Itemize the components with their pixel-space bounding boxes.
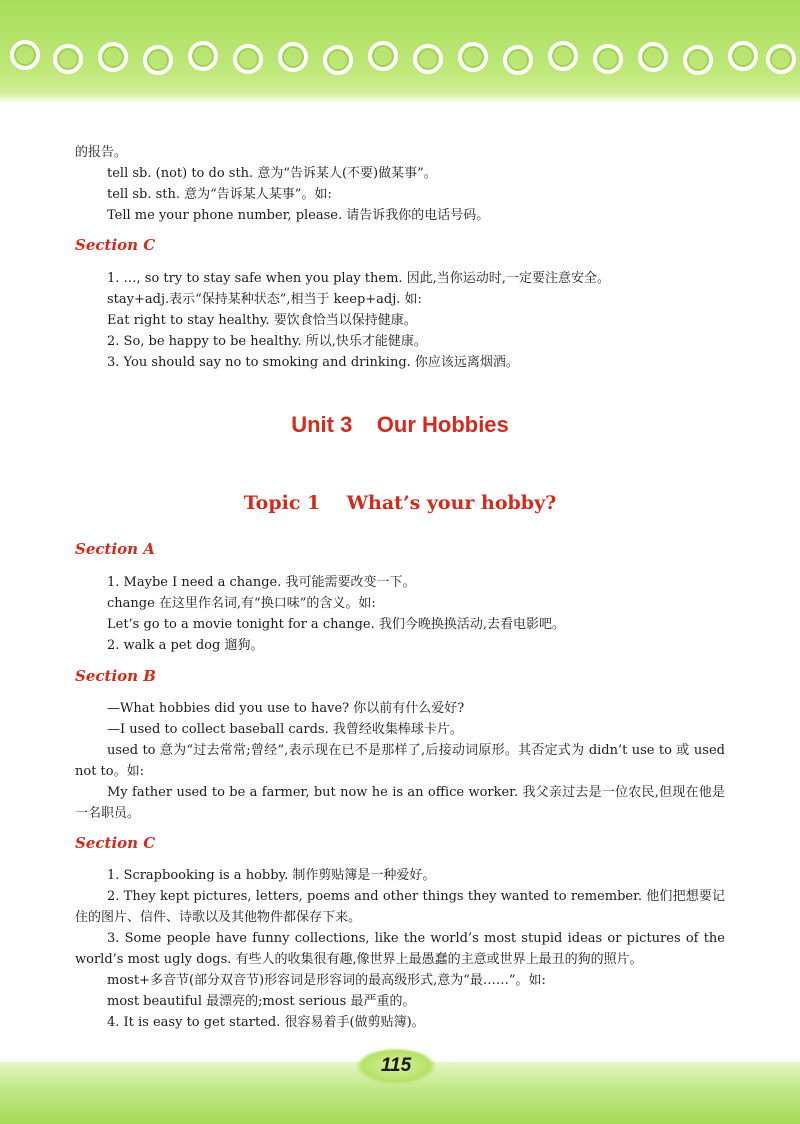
text-line: 4. It is easy to get started. 很容易着手(做剪贴簿)。 (107, 1015, 425, 1030)
text-line: tell sb. sth. 意为“告诉某人某事”。如: (107, 187, 332, 202)
text-line: Tell me your phone number, please. 请告诉我你的电话号码。 (107, 208, 490, 223)
ring-icon (143, 45, 173, 75)
ring-icon (593, 44, 623, 74)
text-line: most beautiful 最漂亮的;most serious 最严重的。 (107, 994, 416, 1009)
text-paragraph: 2. They kept pictures, letters, poems and other things they wanted to remember. 他们把想要记住的图片、信件、诗歌以及其他物件都保存下来。 (75, 889, 725, 925)
text-line: Eat right to stay healthy. 要饮食恰当以保持健康。 (107, 313, 417, 328)
text-line: stay+adj.表示“保持某种状态”,相当于 keep+adj. 如: (107, 292, 422, 307)
ring-icon (766, 44, 796, 74)
text-line: —I used to collect baseball cards. 我曾经收集棒球卡片。 (107, 722, 463, 737)
ring-icon (10, 40, 40, 70)
text-line: 1. …, so try to stay safe when you play them. 因此,当你运动时,一定要注意安全。 (107, 271, 610, 286)
ring-icon (53, 44, 83, 74)
header-band (0, 0, 800, 103)
topic-title: Topic 1 What’s your hobby? (243, 492, 557, 514)
text-line: tell sb. (not) to do sth. 意为“告诉某人(不要)做某事”。 (107, 166, 437, 181)
text-line: most+多音节(部分双音节)形容词是形容词的最高级形式,意为“最……”。如: (107, 973, 546, 988)
ring-icon (548, 41, 578, 71)
ring-icon (638, 42, 668, 72)
ring-icon (728, 41, 758, 71)
text-line: 1. Scrapbooking is a hobby. 制作剪贴簿是一种爱好。 (107, 868, 436, 883)
decorative-rings (10, 38, 800, 74)
text-line: 2. walk a pet dog 遛狗。 (107, 638, 264, 653)
ring-icon (323, 45, 353, 75)
ring-icon (368, 41, 398, 71)
ring-icon (278, 42, 308, 72)
ring-icon (188, 41, 218, 71)
ring-icon (683, 45, 713, 75)
unit-title: Unit 3 Our Hobbies (291, 412, 509, 437)
text-paragraph: My father used to be a farmer, but now he is an office worker. 我父亲过去是一位农民,但现在他是一名职员。 (75, 785, 725, 821)
section-heading: Section C (75, 834, 156, 852)
section-heading: Section C (75, 236, 156, 254)
ring-icon (98, 42, 128, 72)
ring-icon (233, 44, 263, 74)
page-number: 115 (356, 1048, 436, 1084)
section-heading: Section A (75, 540, 155, 558)
section-heading: Section B (75, 667, 156, 685)
ring-icon (458, 42, 488, 72)
text-paragraph: 3. Some people have funny collections, like the world’s most stupid ideas or pictures of the world’s most ugly dogs. 有些人的收集很有趣,像世界上最愚蠢的主意或世界上最丑的狗的照片。 (75, 931, 725, 967)
text-line: change 在这里作名词,有“换口味”的含义。如: (107, 596, 376, 611)
text-line: 3. You should say no to smoking and drinking. 你应该远离烟酒。 (107, 355, 519, 370)
ring-icon (503, 45, 533, 75)
text-line: Let’s go to a movie tonight for a change. 我们今晚换换活动,去看电影吧。 (107, 617, 566, 632)
text-paragraph: used to 意为“过去常常;曾经”,表示现在已不是那样了,后接动词原形。其否定式为 didn’t use to 或 used not to。如: (75, 743, 725, 779)
text-line: 2. So, be happy to be healthy. 所以,快乐才能健康。 (107, 334, 427, 349)
text-line: —What hobbies did you use to have? 你以前有什么爱好? (107, 701, 465, 716)
text-line: 1. Maybe I need a change. 我可能需要改变一下。 (107, 575, 416, 590)
text-line: 的报告。 (75, 145, 128, 160)
ring-icon (413, 44, 443, 74)
